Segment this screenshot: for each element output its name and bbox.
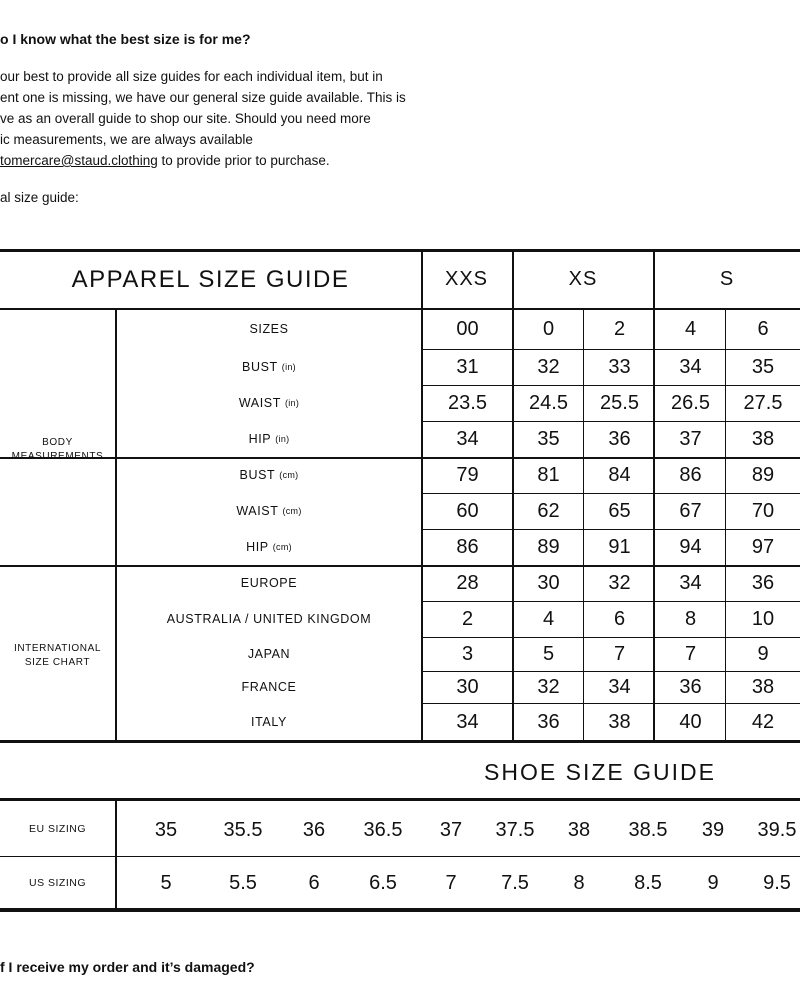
size-value: 36 [608,427,631,450]
row-label-unit: (in) [275,434,290,444]
size-value: 23.5 [448,391,487,414]
row-label-text: AUSTRALIA / UNITED KINGDOM [166,612,372,626]
row-label-unit: (in) [281,362,296,372]
faq-answer-line: ve as an overall guide to shop our site. Should you need more [0,111,371,126]
size-value: 60 [456,499,479,522]
size-value: 70 [751,499,775,522]
faq-answer [0,66,406,171]
size-value: 37 [679,427,702,450]
row-label [117,565,421,601]
size-value: 65 [608,499,631,522]
row-label-text: BUST [242,360,278,374]
row-label [117,529,421,565]
size-value: 6 [613,607,626,630]
shoe-size-us: 6 [308,871,320,894]
row-label [117,493,421,529]
apparel-size-guide-title: APPAREL SIZE GUIDE [71,265,350,293]
row-label-unit: (in) [284,398,300,408]
size-group-s: S [719,268,735,290]
size-value: 30 [456,675,479,698]
shoe-size-eu: 37 [439,818,463,841]
shoe-size-eu: 37.5 [495,818,535,841]
shoe-size-us: 8 [573,871,585,894]
size-value: 86 [456,535,479,558]
table-rule [725,309,726,741]
row-label [117,385,421,421]
size-value: 94 [679,535,702,558]
size-value: 89 [751,463,775,486]
size-value: 32 [537,355,560,378]
row-label-text: HIP [246,540,269,554]
shoe-size-guide-title: SHOE SIZE GUIDE [484,758,716,785]
table-rule [0,798,800,801]
faq-question-size: o I know what the best size is for me? [0,31,251,47]
row-label [117,671,421,703]
row-label-text: WAIST [238,396,281,410]
row-label-text: WAIST [236,504,279,518]
size-value: 32 [537,675,560,698]
size-value: 40 [679,710,702,733]
size-value: 34 [679,571,702,594]
size-value: 30 [537,571,560,594]
row-label-text: BUST [239,468,276,482]
row-label-text: SIZES [249,322,289,336]
size-value: 9 [757,642,769,665]
size-value: 00 [456,317,479,340]
table-rule [0,908,800,912]
size-value: 7 [684,642,697,665]
size-value: 7 [613,642,626,665]
group-label-line: BODY [42,437,73,448]
size-value: 31 [456,355,479,378]
faq-answer-line: to provide prior to purchase. [157,153,330,168]
faq-answer-line: our best to provide all size guides for each individual item, but in [0,69,383,84]
shoe-size-eu: 36.5 [363,818,403,841]
shoe-size-us: 6.5 [369,871,397,894]
row-label [117,703,421,741]
shoe-size-us: 5 [160,871,172,894]
size-value: 25.5 [600,391,639,414]
size-value: 34 [608,675,631,698]
group-label-international-size-chart [0,626,115,686]
shoe-size-eu: 39.5 [757,818,797,841]
size-value: 35 [537,427,560,450]
size-value: 2 [613,317,626,340]
shoe-size-eu: 36 [302,818,326,841]
table-rule [0,856,800,857]
faq-answer-line: ic measurements, we are always available [0,132,253,147]
row-label [117,309,421,349]
size-value: 62 [537,499,560,522]
size-value: 33 [608,355,631,378]
table-rule [115,801,117,909]
size-value: 8 [684,607,697,630]
row-label-text: ITALY [251,715,287,729]
size-value: 34 [679,355,702,378]
group-label-body-measurements [0,420,115,480]
faq-answer-line: ent one is missing, we have our general size guide available. This is [0,90,406,105]
table-rule [583,309,584,741]
size-value: 67 [679,499,702,522]
size-value: 34 [456,427,479,450]
size-value: 4 [542,607,555,630]
size-group-xs: XS [568,268,598,290]
size-value: 24.5 [529,391,568,414]
shoe-size-us: 5.5 [229,871,257,894]
shoe-size-us: 7 [445,871,457,894]
row-label [117,601,421,637]
shoe-size-eu: 35.5 [223,818,263,841]
size-value: 84 [608,463,631,486]
row-label [117,457,421,493]
shoe-size-eu: 38.5 [628,818,668,841]
row-label [117,349,421,385]
size-value: 36 [537,710,560,733]
size-value: 32 [608,571,631,594]
row-label [117,637,421,671]
row-label [117,421,421,457]
shoe-size-us: 8.5 [634,871,662,894]
size-value: 26.5 [671,391,710,414]
size-value: 35 [751,355,775,378]
size-value: 2 [461,607,474,630]
shoe-size-us: 9.5 [763,871,791,894]
size-value: 81 [537,463,560,486]
row-label-unit: (cm) [272,542,292,552]
size-value: 42 [751,710,775,733]
faq-question-damaged: f I receive my order and it’s damaged? [0,959,255,975]
group-label-line: MEASUREMENTS [11,451,104,462]
shoe-size-us: 7.5 [501,871,529,894]
size-value: 38 [608,710,631,733]
size-value: 6 [757,317,769,340]
size-value: 5 [542,642,555,665]
size-value: 91 [608,535,631,558]
size-value: 10 [751,607,775,630]
size-value: 38 [751,427,775,450]
size-value: 28 [456,571,479,594]
size-value: 86 [679,463,702,486]
size-value: 38 [751,675,775,698]
size-value: 36 [751,571,775,594]
row-label-text: JAPAN [247,647,291,661]
shoe-row-label-eu: EU SIZING [28,822,86,835]
size-value: 89 [537,535,560,558]
size-value: 97 [751,535,775,558]
size-group-xxs: XXS [444,268,489,290]
group-label-line: INTERNATIONAL [13,643,102,654]
size-value: 27.5 [743,391,783,414]
size-value: 79 [456,463,479,486]
row-label-unit: (cm) [279,470,299,480]
customer-care-email-link[interactable]: tomercare@staud.clothing [0,153,158,168]
row-label-unit: (cm) [282,506,302,516]
shoe-size-eu: 35 [154,818,178,841]
group-label-line: SIZE CHART [24,657,91,668]
size-value: 3 [461,642,474,665]
size-value: 4 [684,317,697,340]
size-value: 36 [679,675,702,698]
size-value: 34 [456,710,479,733]
shoe-size-us: 9 [707,871,719,894]
size-value: 0 [542,317,555,340]
shoe-row-label-us: US SIZING [28,877,86,889]
shoe-size-eu: 38 [567,818,591,841]
general-size-guide-label: al size guide: [0,190,79,205]
row-label-text: EUROPE [240,576,298,590]
shoe-size-eu: 39 [701,818,725,841]
row-label-text: HIP [248,432,272,446]
row-label-text: FRANCE [241,680,297,694]
